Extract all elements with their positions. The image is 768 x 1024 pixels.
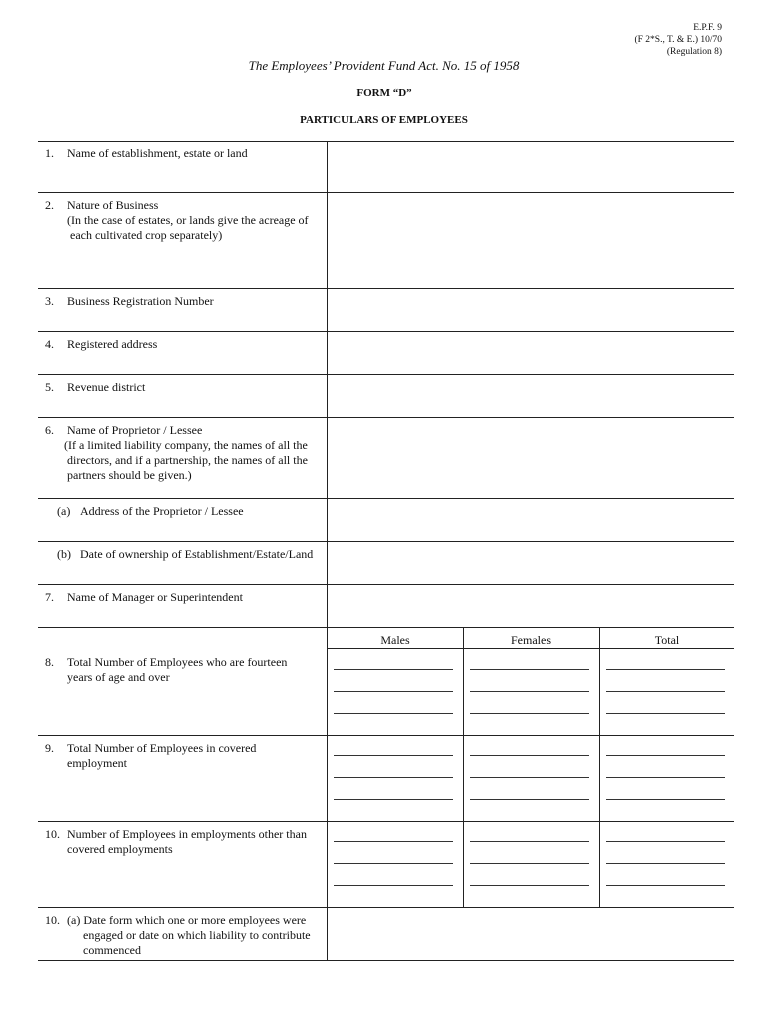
- column-header-divider: [327, 648, 734, 649]
- blank-line[interactable]: [334, 755, 453, 756]
- row-4-label: Registered address: [67, 337, 158, 351]
- blank-line[interactable]: [470, 669, 589, 670]
- row-divider: [38, 907, 734, 908]
- row-10a-label: (a) Date form which one or more employees were: [67, 913, 307, 927]
- row-10a-number: 10.: [45, 913, 60, 927]
- blank-line[interactable]: [606, 713, 725, 714]
- row-9-note-line-1: employment: [67, 756, 127, 770]
- row-7-label: Name of Manager or Superintendent: [67, 590, 243, 604]
- blank-line[interactable]: [334, 863, 453, 864]
- column-header-males: Males: [380, 633, 410, 647]
- row-2-label: Nature of Business: [67, 198, 159, 212]
- form-reference: [634, 22, 722, 58]
- row-divider: [38, 821, 734, 822]
- blank-line[interactable]: [470, 799, 589, 800]
- row-5-number: 5.: [45, 380, 54, 394]
- blank-line[interactable]: [606, 885, 725, 886]
- blank-line[interactable]: [334, 841, 453, 842]
- row-5-label: Revenue district: [67, 380, 146, 394]
- row-3-number: 3.: [45, 294, 54, 308]
- row-8-label: Total Number of Employees who are fourteen: [67, 655, 288, 669]
- row-3-label: Business Registration Number: [67, 294, 214, 308]
- ref-line-1: E.P.F. 9: [693, 23, 722, 33]
- row-divider: [38, 288, 734, 289]
- blank-line[interactable]: [606, 863, 725, 864]
- blank-line[interactable]: [606, 841, 725, 842]
- blank-line[interactable]: [334, 669, 453, 670]
- form-title: FORM “D”: [356, 87, 412, 99]
- row-10-number: 10.: [45, 827, 60, 841]
- blank-line[interactable]: [606, 669, 725, 670]
- row-divider: [38, 541, 734, 542]
- row-6-note-line-1: (If a limited liability company, the names of all the: [64, 438, 308, 452]
- ref-line-3: (Regulation 8): [666, 47, 722, 57]
- column-header-total: Total: [654, 633, 680, 647]
- row-6b-label: Date of ownership of Establishment/Estate/Land: [80, 547, 314, 561]
- blank-line[interactable]: [334, 799, 453, 800]
- blank-line[interactable]: [470, 885, 589, 886]
- row-10-note-line-1: covered employments: [67, 842, 173, 856]
- column-header-females: Females: [511, 633, 551, 647]
- row-2-note-line-2: each cultivated crop separately): [70, 228, 223, 242]
- column-divider-males-females: [463, 627, 464, 907]
- row-10-label: Number of Employees in employments other than: [67, 827, 307, 841]
- row-4-number: 4.: [45, 337, 54, 351]
- row-6a-number: (a): [57, 504, 71, 518]
- row-divider: [38, 498, 734, 499]
- row-divider: [38, 627, 734, 628]
- table-top-border: [38, 141, 734, 142]
- blank-line[interactable]: [606, 777, 725, 778]
- row-7-number: 7.: [45, 590, 54, 604]
- row-divider: [38, 735, 734, 736]
- row-6-note-line-2: directors, and if a partnership, the names of all the: [67, 453, 308, 467]
- form-subtitle: PARTICULARS OF EMPLOYEES: [300, 114, 468, 126]
- row-divider: [38, 584, 734, 585]
- row-divider: [38, 331, 734, 332]
- blank-line[interactable]: [334, 691, 453, 692]
- row-6b-number: (b): [57, 547, 71, 561]
- row-2-number: 2.: [45, 198, 54, 212]
- blank-line[interactable]: [606, 755, 725, 756]
- column-divider-females-total: [599, 627, 600, 907]
- row-6a-label: Address of the Proprietor / Lessee: [80, 504, 244, 518]
- row-10a-note-line-1: engaged or date on which liability to contribute: [83, 928, 311, 942]
- row-6-number: 6.: [45, 423, 54, 437]
- row-1-label: Name of establishment, estate or land: [67, 146, 248, 160]
- table-bottom-border: [38, 960, 734, 961]
- blank-line[interactable]: [334, 777, 453, 778]
- blank-line[interactable]: [470, 777, 589, 778]
- blank-line[interactable]: [606, 799, 725, 800]
- blank-line[interactable]: [606, 691, 725, 692]
- blank-line[interactable]: [470, 691, 589, 692]
- row-8-note-line-1: years of age and over: [67, 670, 170, 684]
- row-1-number: 1.: [45, 146, 54, 160]
- row-6-note-line-3: partners should be given.): [67, 468, 192, 482]
- row-9-number: 9.: [45, 741, 54, 755]
- blank-line[interactable]: [470, 863, 589, 864]
- row-divider: [38, 417, 734, 418]
- act-title: The Employees’ Provident Fund Act. No. 15 of 1958: [248, 58, 520, 73]
- blank-line[interactable]: [334, 713, 453, 714]
- row-10a-note-line-2: commenced: [83, 943, 141, 957]
- blank-line[interactable]: [470, 713, 589, 714]
- row-8-number: 8.: [45, 655, 54, 669]
- column-divider: [327, 141, 328, 960]
- row-6-label: Name of Proprietor / Lessee: [67, 423, 203, 437]
- row-divider: [38, 374, 734, 375]
- blank-line[interactable]: [470, 841, 589, 842]
- ref-line-2: (F 2*S., T. & E.) 10/70: [634, 35, 722, 45]
- blank-line[interactable]: [334, 885, 453, 886]
- row-2-note-line-1: (In the case of estates, or lands give the acreage of: [67, 213, 309, 227]
- row-divider: [38, 192, 734, 193]
- blank-line[interactable]: [470, 755, 589, 756]
- row-9-label: Total Number of Employees in covered: [67, 741, 257, 755]
